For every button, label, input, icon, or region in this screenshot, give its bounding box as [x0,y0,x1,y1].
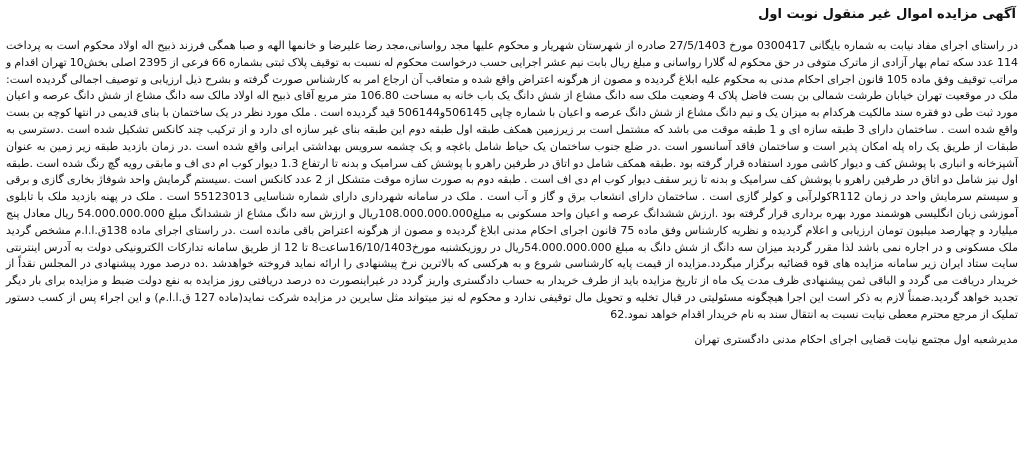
notice-document [6,4,1018,466]
notice-title: آگهی مزایده اموال غیر منقول نوبت اول [758,7,1016,22]
notice-signature: مدیرشعبه اول مجتمع نیابت قضایی اجرای احکام مدنی دادگستری تهران [694,332,1018,346]
notice-body: در راستای اجرای مفاد نیابت به شماره بایگانی 0300417 مورخ 27/5/1403 صادره از شهرستان شهریار و محکوم علیها مجد رواسانی،مجد رضا علیرضا و خانمها الهه و صبا همگی فرزند ذبیح اله اولاد محکوم است به پرداخت 114 عدد سکه تمام بهار آزادی از ماترک متوفی در حق محکوم له گلارا رواسانی و مبلغ ریال بابت نیم عشر اجرایی حسب درخواست محکوم له نسبت به توقیف پلاک ثبتی بشماره 66 فرعی از 2395 اصلی بخش10 تهران اقدام و مراتب توقیف وفق ماده 105 قانون اجرای احکام مدنی به محکوم علیه ابلاغ گردیده و مصون از هرگونه اعتراض واقع شده و متعاقب آن ارجاع امر به کارشناس صورت گرفته و بشرح ذیل ارزیابی و توصیف اجمالی گردیده است: ملک در موقعیت تهران خیابان طرشت شمالی بن بست فاضل پلاک 4 وضعیت ملک سه دانگ مشاع از شش دانگ یک باب خانه به مساحت 106.80 متر مربع آقای ذبیح اله اولاد مالک سه دانگ مشاع از شش دانگ عرصه و اعیان مورد ثبت طی دو فقره سند مالکیت هرکدام به میزان یک و نیم دانگ مشاع از شش دانگ عرصه و اعیان با شماره چاپی 506145و506144 قید گردیده است . ملک مورد نظر در یک ساختمان با بنای قدیمی در انتها کوچه بن بست واقع شده است . ساختمان دارای 3 طبقه سازه ای و 1 طبقه موقت می باشد که مشتمل است بر زیرزمین همکف طبقه اول طبقه دوم این طبقه بنای غیر سازه ای دارد و از ترکیب چند کانکس تشکیل شده است .دسترسی به طبقات از طریق یک راه پله امکان پذیر است و ساختمان فاقد آسانسور است .در ضلع جنوب ساختمان یک حیاط شامل باغچه و یک چشمه سرویس بهداشتی ایرانی واقع شده است .در زمان بازدید طبقه زیر زمین به عنوان آشپزخانه و انباری با پوشش کف و دیوار کاشی مورد استفاده قرار گرفته بود .طبقه همکف شامل دو اتاق در طرفین راهرو با پوشش کف سرامیک و بدنه تا ارتفاع 1.3 دیوار کوب ام دی اف و مابقی رویه گچ رنگ شده است .طبقه اول نیز شامل دو اتاق در طرفین راهرو با پوشش کف سرامیک و بدنه تا زیر سقف دیوار کوب ام دی اف است . طبقه دوم به صورت سازه موقت متشکل از 2 عدد کانکس است .سیستم گرمایش واحد شوفاژ بخاری گازی و برقی و سیستم سرمایش واحد در زمان R112کولرآبی و کولر گازی است . ساختمان دارای انشعاب برق و گاز و آب است . ملک در سامانه شهرداری دارای شماره شناسایی 55123013 است . ملک در پهنه بازدید ملک با تابلوی آموزشی زبان انگلیسی هوشمند مورد بهره برداری قرار گرفته بود .ارزش ششدانگ عرصه و اعیان واحد مسکونی به مبلغ108.000.000.000ریال و ارزش سه دانگ مشاع از ششدانگ مبلغ 54.000.000.000 ریال معادل پنج میلیارد و چهارصد میلیون تومان ارزیابی و اعلام گردیده و نظریه کارشناس وفق ماده 75 قانون اجرای احکام مدنی ابلاغ گردیده و مصون از هرگونه اعتراض باقی مانده است .در راستای اجرای ماده 138ق.ا.ا.م مشخص گردید ملک مسکونی و در اجاره نمی باشد لذا مقرر گردید میزان سه دانگ از شش دانگ به مبلغ 54.000.000.000ریال در روزیکشنبه مورخ16/10/1403ساعت8 تا 12 از طریق سامانه تدارکات الکترونیکی دولت به آدرس اینترنتی سایت ستاد ایران زیر سامانه مزایده های قوه قضائیه برگزار میگردد.مزایده از قیمت پایه کارشناسی شروع و به هرکسی که بالاترین نرخ پیشنهادی را ارائه نماید فروخته خواهدشد .ده درصد مورد پیشنهادی در المجلس نقداً از خریدار دریافت می گردد و الباقی ثمن پیشنهادی ظرف مدت یک ماه از تاریخ مزایده باید از طرف خریدار به حساب دادگستری واریز گردد در غیراینصورت ده درصد دریافتی روز مزایده به نفع دولت ضبط و مزایده برای بار دیگر تجدید خواهد گردید.ضمناً لازم به ذکر است این اجرا هیچگونه مسئولیتی در قبال تخلیه و تحویل مال توقیفی ندارد و محکوم له نیز میتواند مثل سایرین در مزایده شرکت نماید(ماده 127 ق.ا.ا.م) و این اجراء پس از کسب دستور تملیک از مرجع محترم معطی نیابت نسبت به انتقال سند به نام خریدار اقدام خواهد نمود.62 [6,39,1019,321]
